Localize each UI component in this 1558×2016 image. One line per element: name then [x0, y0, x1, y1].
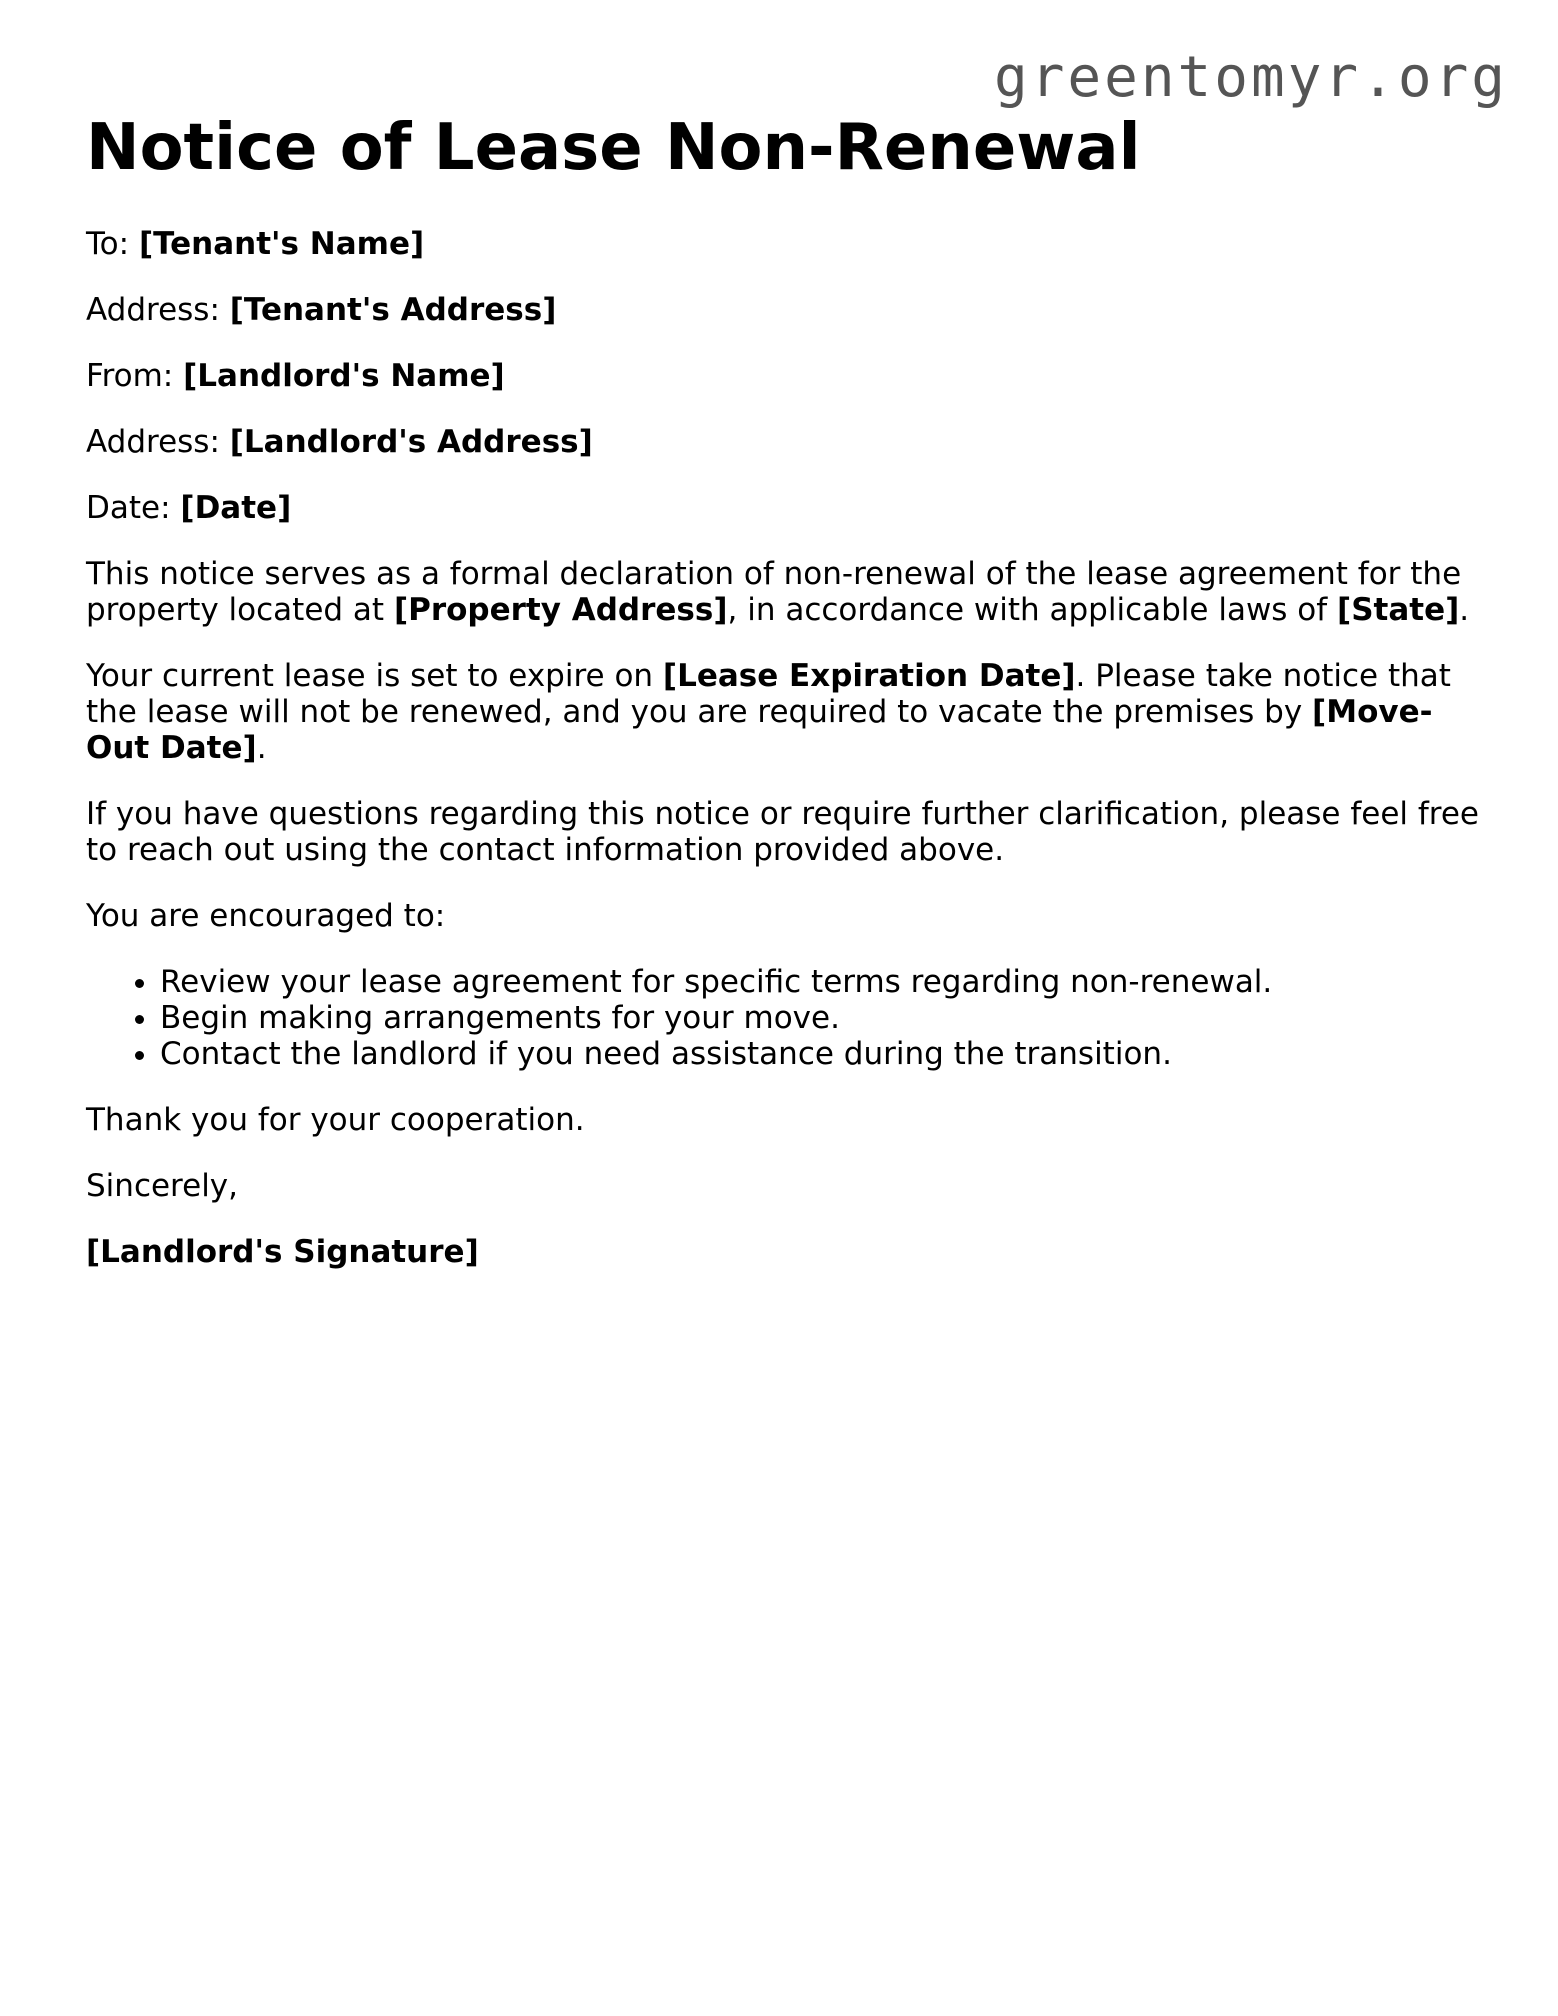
declaration-text-3: . [1459, 591, 1470, 628]
landlord-address-line [86, 424, 1486, 460]
closing-line: Sincerely, [86, 1167, 239, 1204]
landlord-name: [Landlord's Name] [183, 357, 505, 394]
move-out-date: [Move-Out Date] [86, 693, 1433, 766]
encouraged-intro: You are encouraged to: [86, 897, 446, 934]
expiration-text-3: . [256, 729, 267, 766]
document-page [86, 112, 1486, 1300]
watermark: greentomyr.org [993, 45, 1508, 110]
from-label: From: [86, 357, 174, 394]
list-item: • Begin making arrangements for your move. [160, 1000, 1486, 1036]
expiration-text-1: Your current lease is set to expire on [86, 657, 663, 694]
landlord-signature: [Landlord's Signature] [86, 1233, 479, 1270]
to-label: To: [86, 225, 130, 262]
expiration-text-2: . Please take notice that the lease will not be renewed, and you are required to vacate the premises by [86, 657, 1451, 730]
list-item: • Contact the landlord if you need assistance during the transition. [160, 1036, 1486, 1072]
expiration-paragraph [86, 658, 1486, 766]
landlord-address-label: Address: [86, 423, 220, 460]
tenant-address-line [86, 292, 1486, 328]
encouraged-list [86, 964, 1486, 1072]
lease-expiration-date: [Lease Expiration Date] [662, 657, 1076, 694]
page-title: Notice of Lease Non-Renewal [86, 111, 1141, 185]
to-line [86, 226, 1486, 262]
date-line [86, 490, 1486, 526]
tenant-address: [Tenant's Address] [229, 291, 557, 328]
declaration-paragraph [86, 556, 1486, 628]
from-line [86, 358, 1486, 394]
tenant-address-label: Address: [86, 291, 220, 328]
signature-line [86, 1234, 1486, 1270]
tenant-name: [Tenant's Name] [138, 225, 425, 262]
date-value: [Date] [180, 489, 292, 526]
list-item: • Review your lease agreement for specific terms regarding non-renewal. [160, 964, 1486, 1000]
property-address: [Property Address] [393, 591, 728, 628]
state: [State] [1337, 591, 1460, 628]
date-label: Date: [86, 489, 171, 526]
thanks-line: Thank you for your cooperation. [86, 1101, 585, 1138]
questions-paragraph: If you have questions regarding this notice or require further clarification, please feel free to reach out using the contact information provided above. [86, 795, 1479, 868]
declaration-text-1: This notice serves as a formal declaration of non-renewal of the lease agreement for the property located at [86, 555, 1462, 628]
declaration-text-2: , in accordance with applicable laws of [727, 591, 1338, 628]
landlord-address: [Landlord's Address] [229, 423, 593, 460]
